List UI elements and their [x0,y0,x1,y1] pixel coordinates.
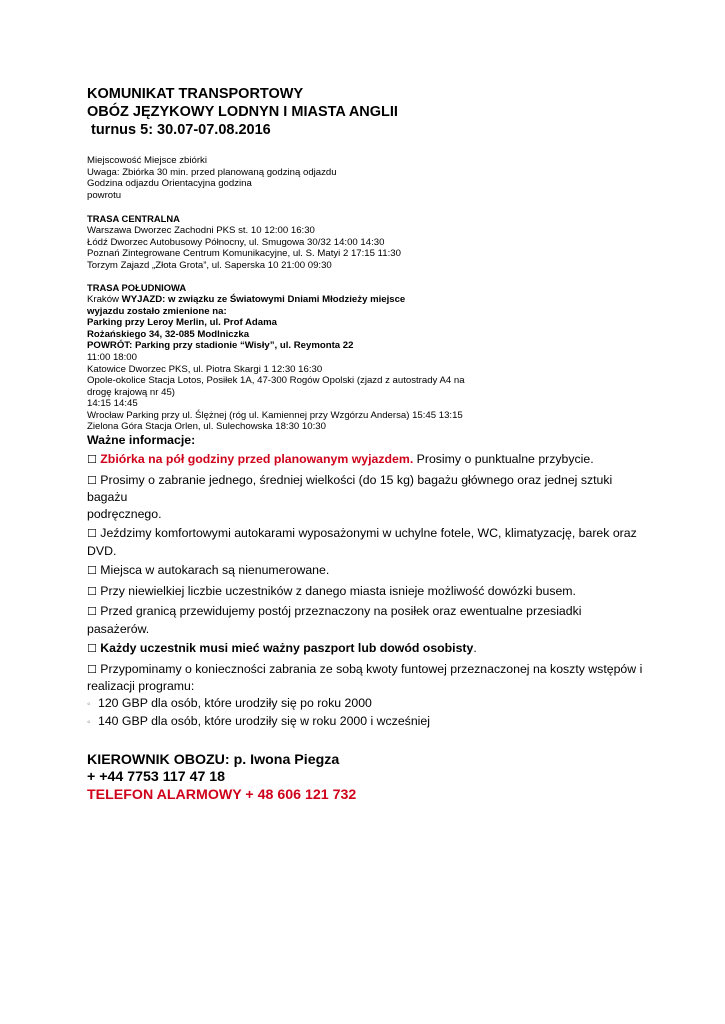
route-line: Torzym Zajazd „Złota Grota”, ul. Saperska 10 21:00 09:30 [87,259,332,271]
info-item-luggage [87,472,647,523]
info-item-bus [87,583,647,601]
seats-text: Miejsca w autokarach są nienumerowane. [96,563,330,578]
info-item-money [87,661,647,695]
intro-block [87,155,647,201]
intro-line: Miejscowość Miejsce zbiórki [87,155,207,166]
krakow-notice: WYJAZD: w związku ze Światowymi Dniami Młodzieży miejsce [121,293,406,305]
meeting-note: Prosimy o punktualne przybycie. [413,452,594,467]
bullet-icon: ◦ [87,717,91,729]
route-line: Poznań Zintegrowane Centrum Komunikacyjne, ul. S. Matyi 2 17:15 11:30 [87,248,401,260]
list-item: ◦ 120 GBP dla osób, które urodziły się po roku 2000 [87,695,647,714]
checkbox-icon: ☐ [87,662,97,676]
bus-text: Przy niewielkiej liczbie uczestników z danego miasta isnieje możliwość dowózki busem. [96,583,576,598]
checkbox-icon: ☐ [87,453,97,467]
important-info-title: Ważne informacje: [87,433,196,448]
document-page [87,85,647,804]
krakow-notice-line: wyjazdu zostało zmienione na: [87,305,227,317]
passport-end: . [473,641,477,656]
krakow-line [87,294,647,306]
route-line: 14:15 14:45 [87,398,138,410]
leader-phone: + +44 7753 117 47 18 [87,769,226,786]
route-line: drogę krajową nr 45) [87,386,175,398]
checkbox-icon: ☐ [87,473,97,487]
document-title [87,85,647,139]
central-route-list [87,225,647,271]
meeting-warning: Zbiórka na pół godziny przed planowanym wyjazdem. [100,452,414,467]
checkbox-icon: ☐ [87,564,97,578]
route-line: 11:00 18:00 [87,351,137,363]
intro-line: powrotu [87,189,122,201]
route-line: Katowice Dworzec PKS, ul. Piotra Skargi 1 12:30 16:30 [87,363,323,375]
title-line-1: KOMUNIKAT TRANSPORTOWY [87,86,304,102]
south-route-title: TRASA POŁUDNIOWA [87,282,187,294]
money-bullet-list [87,695,647,732]
krakow-return-line: POWRÓT: Parking przy stadionie “Wisły”, ul. Reymonta 22 [87,340,354,352]
intro-line: Godzina odjazdu Orientacyjna godzina [87,178,252,190]
passport-text: Każdy uczestnik musi mieć ważny paszport lub dowód osobisty [96,641,474,656]
route-line: Zielona Góra Stacja Orlen, ul. Sulechowska 18:30 10:30 [87,421,326,433]
emergency-phone: TELEFON ALARMOWY + 48 606 121 732 [87,786,357,803]
title-line-2: OBÓZ JĘZYKOWY LODNYN I MIASTA ANGLII [87,104,398,120]
info-item-seats [87,562,647,580]
krakow-notice-line: Parking przy Leroy Merlin, ul. Prof Adama [87,317,277,329]
border-text: Przed granicą przewidujemy postój przeznaczony na posiłek oraz ewentualne przesiadki [96,604,582,619]
coaches-text: DVD. [87,543,117,558]
list-item: ◦ 140 GBP dla osób, które urodziły się w roku 2000 i wcześniej [87,713,647,732]
luggage-text: bagażu [87,490,128,505]
route-line: Opole-okolice Stacja Lotos, Posiłek 1A, 47-300 Rogów Opolski (zjazd z autostrady A4 na [87,375,465,387]
luggage-text: podręcznego. [87,506,162,521]
south-route-list [87,294,647,433]
money-text: realizacji programu: [87,679,195,694]
central-route-title: TRASA CENTRALNA [87,213,180,225]
luggage-text: Prosimy o zabranie jednego, średniej wielkości (do 15 kg) bagażu głównego oraz jednej sztuki [96,472,613,487]
checkbox-icon: ☐ [87,527,97,541]
info-item-border [87,603,647,637]
coaches-text: Jeździmy komfortowymi autokarami wyposażonymi w uchylne fotele, WC, klimatyzację, barek oraz [96,526,637,541]
route-line: Warszawa Dworzec Zachodni PKS st. 10 12:00 16:30 [87,224,315,236]
krakow-label: Kraków [87,293,122,305]
contact-block [87,752,647,805]
route-line: Łódź Dworzec Autobusowy Północny, ul. Smugowa 30/32 14:00 14:30 [87,236,385,248]
checkbox-icon: ☐ [87,605,97,619]
bullet-icon: ◦ [87,698,91,710]
border-text: pasażerów. [87,621,150,636]
title-line-3: turnus 5: 30.07-07.08.2016 [91,122,271,138]
intro-line: Uwaga: Zbiórka 30 min. przed planowaną godziną odjazdu [87,166,337,178]
info-item-meeting [87,451,647,469]
checkbox-icon: ☐ [87,584,97,598]
route-line: Wrocław Parking przy ul. Ślężnej (róg ul. Kamiennej przy Wzgórzu Andersa) 15:45 13:15 [87,409,463,421]
info-item-coaches [87,525,647,559]
camp-leader: KIEROWNIK OBOZU: p. Iwona Piegza [87,751,340,768]
money-text: Przypominamy o konieczności zabrania ze sobą kwoty funtowej przeznaczonej na koszty wstępów i [96,661,643,676]
krakow-notice-line: Rożańskiego 34, 32-085 Modlniczka [87,328,250,340]
info-item-passport [87,640,647,658]
checkbox-icon: ☐ [87,642,97,656]
